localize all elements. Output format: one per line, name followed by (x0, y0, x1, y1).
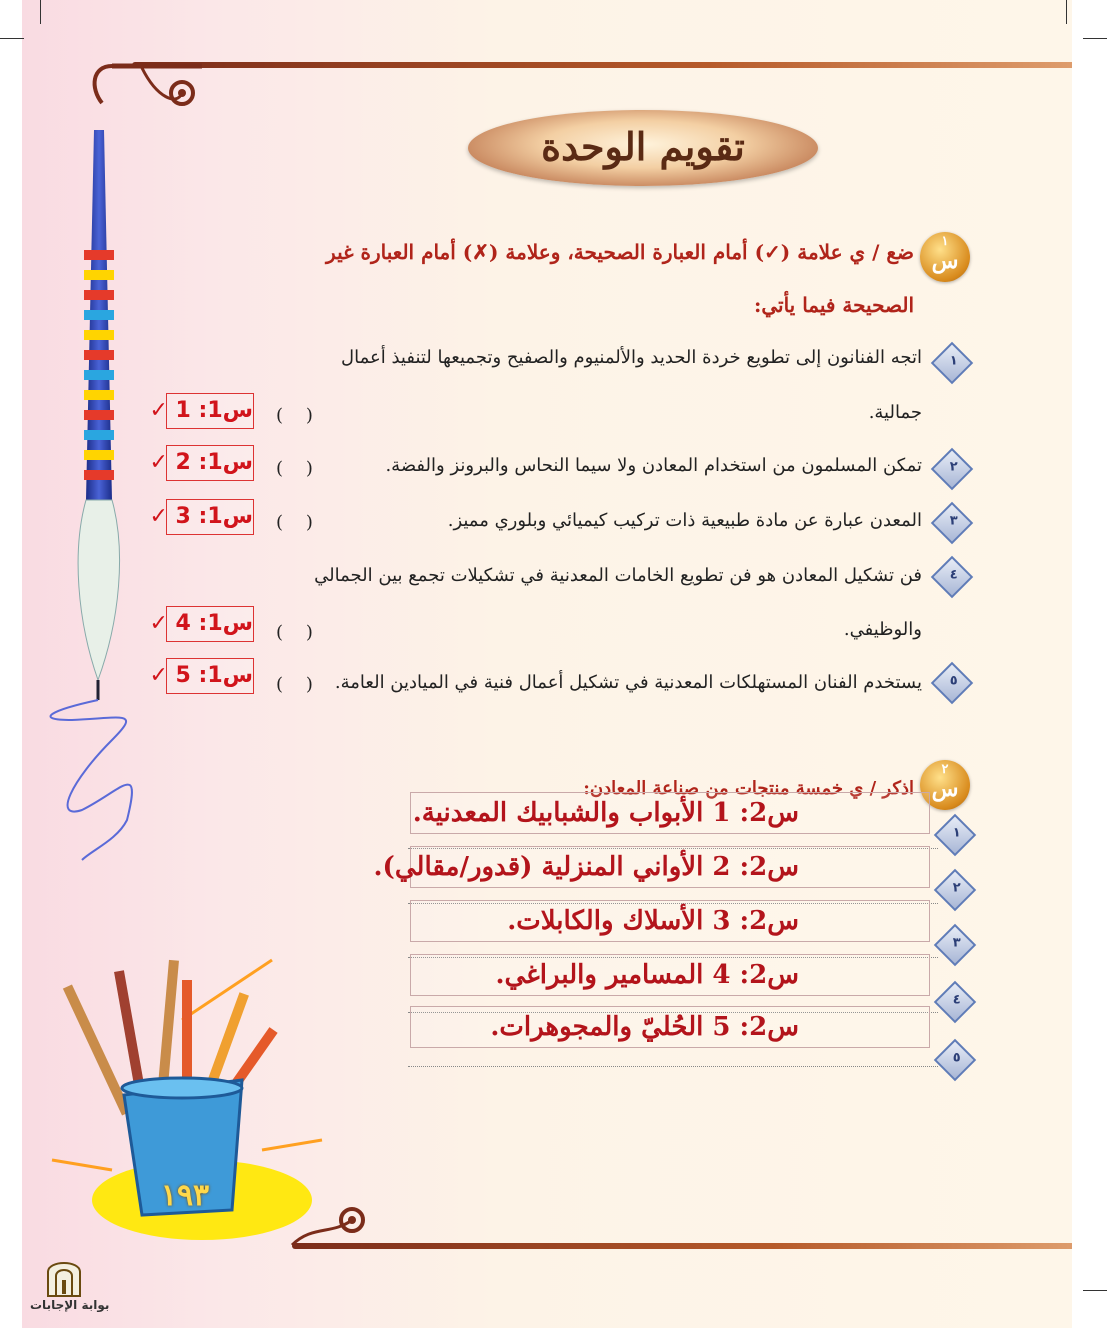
q2-item-number-4: ٤ (934, 981, 976, 1023)
item-number-5: ٥ (931, 662, 973, 704)
statement-1-cont: جمالية. (868, 402, 922, 423)
item-number-3: ٣ (931, 502, 973, 544)
answer-box-1: س1: 1 ✓ (166, 393, 254, 429)
page-number: ١٩٣ (160, 1178, 210, 1213)
answer-line-4: س2: 4 المسامير والبراغي. (410, 954, 930, 996)
crop-mark (1066, 0, 1067, 24)
answer-paren-4: ( ) (276, 622, 313, 643)
q2-item-number-3: ٣ (934, 924, 976, 966)
item-number-1: ١ (931, 342, 973, 384)
page-title: تقويم الوحدة (541, 124, 745, 169)
top-scroll-ornament (82, 58, 212, 128)
answer-paren-1: ( ) (276, 405, 313, 426)
q2-item-number-5: ٥ (934, 1039, 976, 1081)
gateway-logo-icon (42, 1254, 86, 1298)
answer-box-5: س1: 5 ✓ (166, 658, 254, 694)
question-2-badge: ٢ س (920, 760, 970, 810)
answer-paren-2: ( ) (276, 458, 313, 479)
dotted-line-5 (408, 1066, 938, 1067)
q2-item-number-2: ٢ (934, 869, 976, 911)
statement-2: تمكن المسلمون من استخدام المعادن ولا سيما النحاس والبرونز والفضة. (385, 455, 922, 476)
question-2-prompt: اذكر / ي خمسة منتجات من صناعة المعادن: (583, 778, 914, 799)
question-1-prompt: ضع / ي علامة (✓) أمام العبارة الصحيحة، وعلامة (✗) أمام العبارة غير (326, 240, 914, 264)
item-number-4: ٤ (931, 556, 973, 598)
answer-box-4: س1: 4 ✓ (166, 606, 254, 642)
top-frame-line (132, 62, 1072, 68)
textbook-page (22, 0, 1072, 1328)
bottom-scroll-ornament (282, 1195, 382, 1255)
answer-paren-5: ( ) (276, 674, 313, 695)
answer-box-3: س1: 3 ✓ (166, 499, 254, 535)
logo-label: بوابة الإجابات (30, 1298, 110, 1312)
statement-4: فن تشكيل المعادن هو فن تطويع الخامات المعدنية في تشكيلات تجمع بين الجمالي (314, 565, 922, 586)
statement-4-cont: والوظيفي. (843, 619, 922, 640)
statement-1: اتجه الفنانون إلى تطويع خردة الحديد والألمنيوم والصفيح وتجميعها لتنفيذ أعمال (341, 347, 922, 368)
statement-3: المعدن عبارة عن مادة طبيعية ذات تركيب كيميائي وبلوري مميز. (447, 510, 922, 531)
answer-line-3: س2: 3 الأسلاك والكابلات. (410, 900, 930, 942)
answer-paren-3: ( ) (276, 512, 313, 533)
crop-mark (1083, 38, 1107, 39)
answer-line-5: س2: 5 الحُليّ والمجوهرات. (410, 1006, 930, 1048)
pen-illustration (32, 120, 142, 870)
item-number-2: ٢ (931, 448, 973, 490)
crop-mark (40, 0, 41, 24)
crop-mark (0, 38, 24, 39)
statement-5: يستخدم الفنان المستهلكات المعدنية في تشكيل أعمال فنية في الميادين العامة. (334, 672, 922, 693)
q2-item-number-1: ١ (934, 814, 976, 856)
crop-mark (1083, 1290, 1107, 1291)
answer-line-2: س2: 2 الأواني المنزلية (قدور/مقالي). (410, 846, 930, 888)
answer-line-1: س2: 1 الأبواب والشبابيك المعدنية. (410, 792, 930, 834)
unit-title-banner (468, 110, 818, 186)
bottom-frame-line (292, 1243, 1072, 1249)
question-1-prompt-cont: الصحيحة فيما يأتي: (753, 293, 914, 317)
question-1-badge: ١ س (920, 232, 970, 282)
answer-box-2: س1: 2 ✓ (166, 445, 254, 481)
